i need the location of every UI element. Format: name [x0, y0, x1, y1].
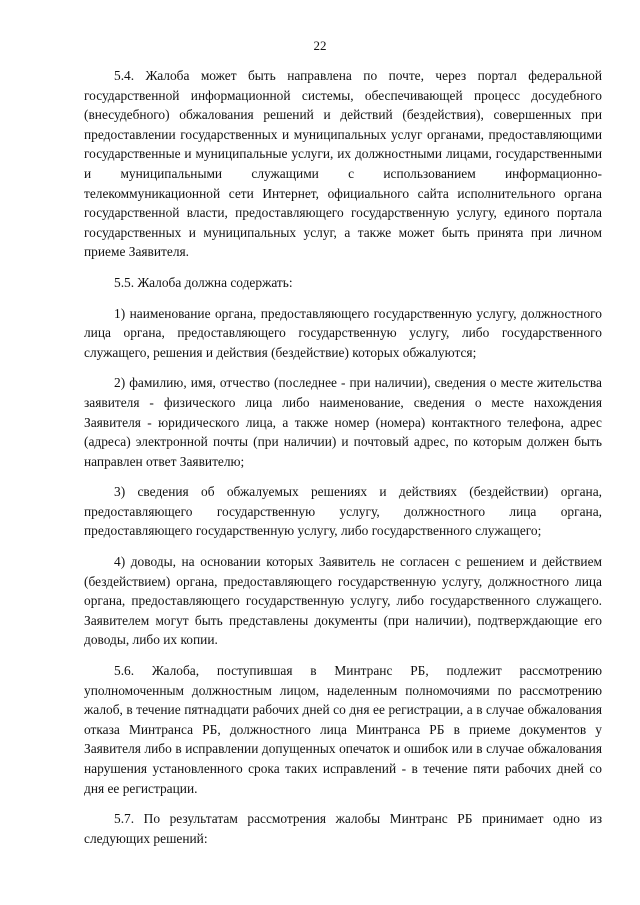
list-item-3: 3) сведения об обжалуемых решениях и действиях (бездействии) органа, предоставляющего государственную услугу, должностного лица органа, предоставляющего государственную услугу, либо государственного служащего; — [84, 484, 602, 539]
document-body — [84, 66, 602, 848]
page-number: 22 — [313, 38, 327, 53]
paragraph-5-5: 5.5. Жалоба должна содержать: — [114, 274, 293, 290]
list-item-1: 1) наименование органа, предоставляющего государственную услугу, должностного лица органа, предоставляющего государственную услугу, либо государственного служащего, решения и действия (бездействие) которых обжалуются; — [84, 305, 602, 360]
list-item-2: 2) фамилию, имя, отчество (последнее - при наличии), сведения о месте жительства заявителя - физического лица либо наименование, сведения о месте нахождения Заявителя - юридического лица, а также номер (номера) контактного телефона, адрес (адреса) электронной почты (при наличии) и почтовый адрес, по которым должен быть направлен ответ Заявителю; — [84, 375, 602, 469]
list-item-4: 4) доводы, на основании которых Заявитель не согласен с решением и действием (бездействием) органа, предоставляющего государственную услугу, должностного лица органа, предоставляющего государственную услугу, либо государственного служащего. Заявителем могут быть представлены документы (при наличии), подтверждающие его доводы, либо их копии. — [84, 554, 602, 648]
paragraph-5-4: 5.4. Жалоба может быть направлена по почте, через портал федеральной государственной информационной системы, обеспечивающей процесс досудебного (внесудебного) обжалования решений и действий (бездействия), совершенных при предоставлении государственных и муниципальных услуг органами, предоставляющими государственные и муниципальные услуги, их должностными лицами, государственными и муниципальными служащими с использованием информационно-телекоммуникационной сети Интернет, официального сайта исполнительного органа государственной власти, предоставляющего государственную услугу, единого портала государственных и муниципальных услуг, а также может быть принята при личном приеме Заявителя. — [84, 68, 602, 260]
paragraph-5-7: 5.7. По результатам рассмотрения жалобы Минтранс РБ принимает одно из следующих решений: — [84, 811, 602, 846]
paragraph-5-6: 5.6. Жалоба, поступившая в Минтранс РБ, подлежит рассмотрению уполномоченным должностным лицом, наделенным полномочиями по рассмотрению жалоб, в течение пятнадцати рабочих дней со дня ее регистрации, а в случае обжалования отказа Минтранса РБ, должностного лица Минтранса РБ в приеме документов у Заявителя либо в исправлении допущенных опечаток и ошибок или в случае обжалования нарушения установленного срока таких исправлений - в течение пяти рабочих дней со дня ее регистрации. — [84, 663, 602, 796]
